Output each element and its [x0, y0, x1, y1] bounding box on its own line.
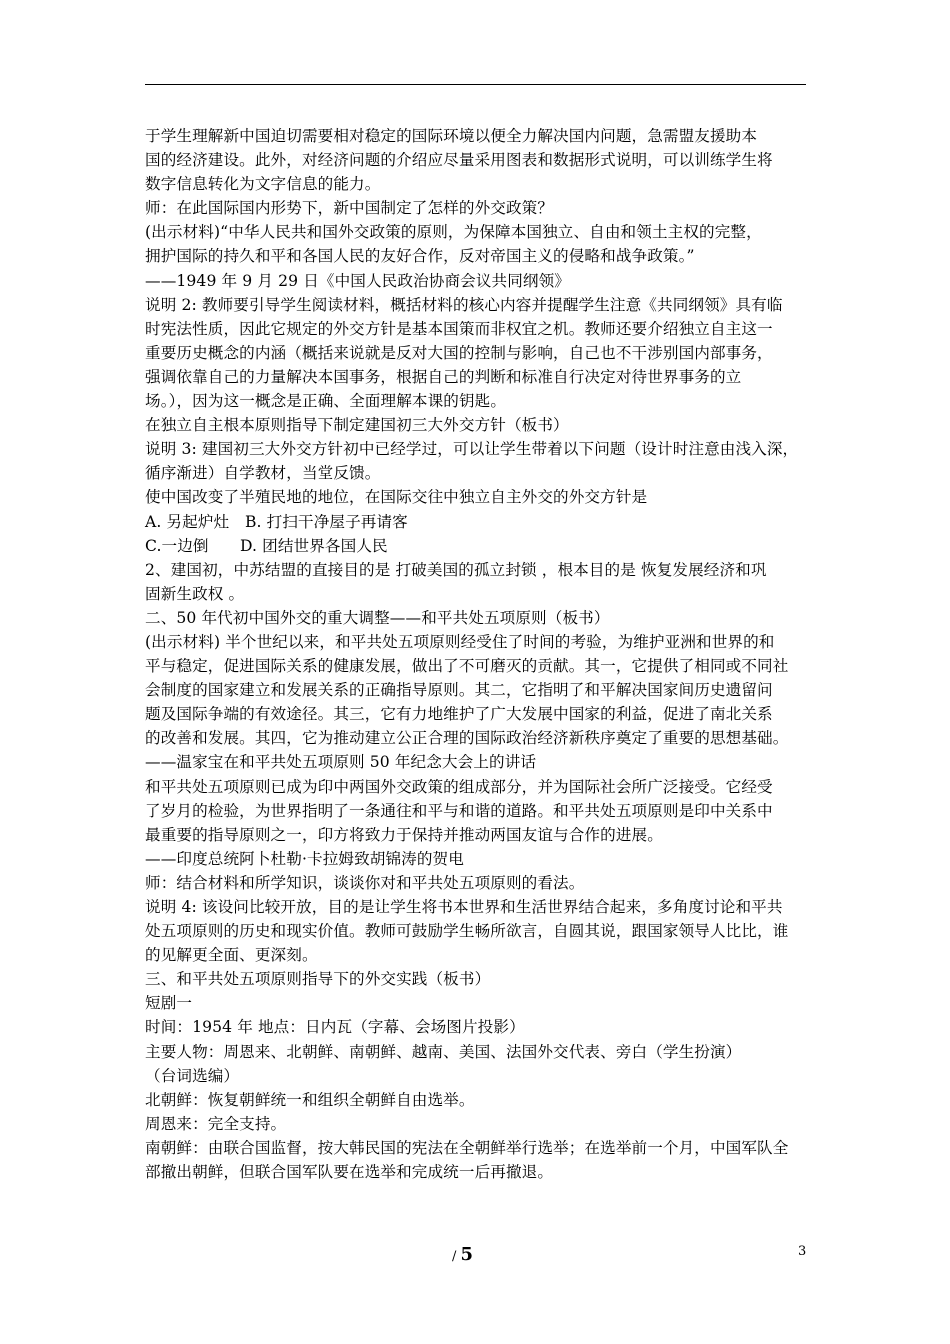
- text-line: 二、50 年代初中国外交的重大调整——和平共处五项原则（板书）: [145, 608, 610, 627]
- text-line: 师：结合材料和所学知识，谈谈你对和平共处五项原则的看法。: [145, 873, 585, 892]
- text-line: 题及国际争端的有效途径。其三，它有力地维护了广大发展中国家的利益，促进了南北关系: [145, 705, 773, 724]
- text-line: 强调依靠自己的力量解决本国事务，根据自己的判断和标准自行决定对待世界事务的立: [145, 367, 742, 386]
- text-line: 师：在此国际国内形势下，新中国制定了怎样的外交政策？: [145, 199, 554, 218]
- text-line: 国的经济建设。此外，对经济问题的介绍应尽量采用图表和数据形式说明，可以训练学生将: [145, 151, 773, 170]
- text-line: 会制度的国家建立和发展关系的正确指导原则。其二，它指明了和平解决国家间历史遗留问: [145, 681, 773, 700]
- text-line: 最重要的指导原则之一，印方将致力于保持并推动两国友谊与合作的进展。: [145, 825, 663, 844]
- text-line: ——温家宝在和平共处五项原则 50 年纪念大会上的讲话: [145, 753, 537, 772]
- text-line: 场。），因为这一概念是正确、全面理解本课的钥匙。: [145, 392, 507, 411]
- text-line: 固新生政权 。: [145, 584, 245, 603]
- text-line: 在独立自主根本原则指导下制定建国初三大外交方针（板书）: [145, 416, 569, 435]
- text-line: ——1949 年 9 月 29 日《中国人民政治协商会议共同纲领》: [145, 271, 571, 290]
- document-body: [145, 124, 815, 1184]
- text-line: 短剧一: [145, 994, 193, 1013]
- text-line: 南朝鲜：由联合国监督，按大韩民国的宪法在全朝鲜举行选举；在选举前一个月，中国军队全: [145, 1138, 789, 1157]
- text-line: 部撤出朝鲜，但联合国军队要在选举和完成统一后再撤退。: [145, 1163, 554, 1182]
- header-rule: [145, 84, 806, 85]
- text-line: 周恩来：完全支持。: [145, 1114, 287, 1133]
- text-line: （台词选编）: [145, 1066, 240, 1085]
- text-line: (出示材料)“中华人民共和国外交政策的原则，为保障本国独立、自由和领土主权的完整，: [145, 223, 762, 242]
- text-line: 平与稳定，促进国际关系的健康发展，做出了不可磨灭的贡献。其一，它提供了相同或不同社: [145, 657, 789, 676]
- text-line: 说明 4: 该设问比较开放，目的是让学生将书本世界和生活世界结合起来，多角度讨论和平共: [145, 898, 783, 916]
- text-line: 三、和平共处五项原则指导下的外交实践（板书）: [145, 970, 491, 989]
- text-line: 的见解更全面、更深刻。: [145, 946, 318, 965]
- page-total: [452, 1244, 473, 1265]
- text-line: 北朝鲜：恢复朝鲜统一和组织全朝鲜自由选举。: [145, 1090, 475, 1109]
- text-line: 于学生理解新中国迫切需要相对稳定的国际环境以便全力解决国内问题，急需盟友援助本: [145, 127, 758, 145]
- text-line: 时间：1954 年 地点：日内瓦（字幕、会场图片投影）: [145, 1018, 525, 1037]
- text-line: C.一边倒 D. 团结世界各国人民: [145, 536, 388, 555]
- text-line: 主要人物：周恩来、北朝鲜、南朝鲜、越南、美国、法国外交代表、旁白（学生扮演）: [145, 1042, 742, 1061]
- text-line: (出示材料) 半个世纪以来，和平共处五项原则经受住了时间的考验，为维护亚洲和世界的和: [145, 632, 775, 651]
- page-slash: /: [452, 1249, 457, 1264]
- text-line: 2、建国初，中苏结盟的直接目的是 打破美国的孤立封锁 ，根本目的是 恢复发展经济和巩: [145, 560, 767, 579]
- page-number: 3: [798, 1244, 807, 1259]
- total-pages: 5: [460, 1244, 474, 1265]
- text-line: 的改善和发展。其四，它为推动建立公正合理的国际政治经济新秩序奠定了重要的思想基础。: [145, 729, 789, 748]
- text-line: ——印度总统阿卜杜勒·卡拉姆致胡锦涛的贺电: [145, 849, 464, 868]
- text-line: 说明 3: 建国初三大外交方针初中已经学过，可以让学生带着以下问题（设计时注意由浅入深，: [145, 440, 799, 459]
- text-line: 数字信息转化为文字信息的能力。: [145, 175, 381, 194]
- text-line: 循序渐进）自学教材，当堂反馈。: [145, 464, 381, 483]
- text-line: 拥护国际的持久和平和各国人民的友好合作，反对帝国主义的侵略和战争政策。”: [145, 247, 695, 266]
- text-line: 了岁月的检验，为世界指明了一条通往和平与和谐的道路。和平共处五项原则是印中关系中: [145, 801, 773, 820]
- text-line: 重要历史概念的内涵（概括来说就是反对大国的控制与影响，自己也不干涉别国内部事务，: [145, 343, 773, 362]
- text-line: A. 另起炉灶 B. 打扫干净屋子再请客: [145, 512, 408, 531]
- text-line: 处五项原则的历史和现实价值。教师可鼓励学生畅所欲言，自圆其说，跟国家领导人比比，谁: [145, 922, 789, 941]
- text-line: 使中国改变了半殖民地的地位，在国际交往中独立自主外交的外交方针是: [145, 488, 648, 507]
- text-line: 和平共处五项原则已成为印中两国外交政策的组成部分，并为国际社会所广泛接受。它经受: [145, 777, 773, 796]
- text-line: 说明 2: 教师要引导学生阅读材料，概括材料的核心内容并提醒学生注意《共同纲领》具有临: [145, 295, 783, 314]
- text-line: 时宪法性质，因此它规定的外交方针是基本国策而非权宜之机。教师还要介绍独立自主这一: [145, 319, 773, 338]
